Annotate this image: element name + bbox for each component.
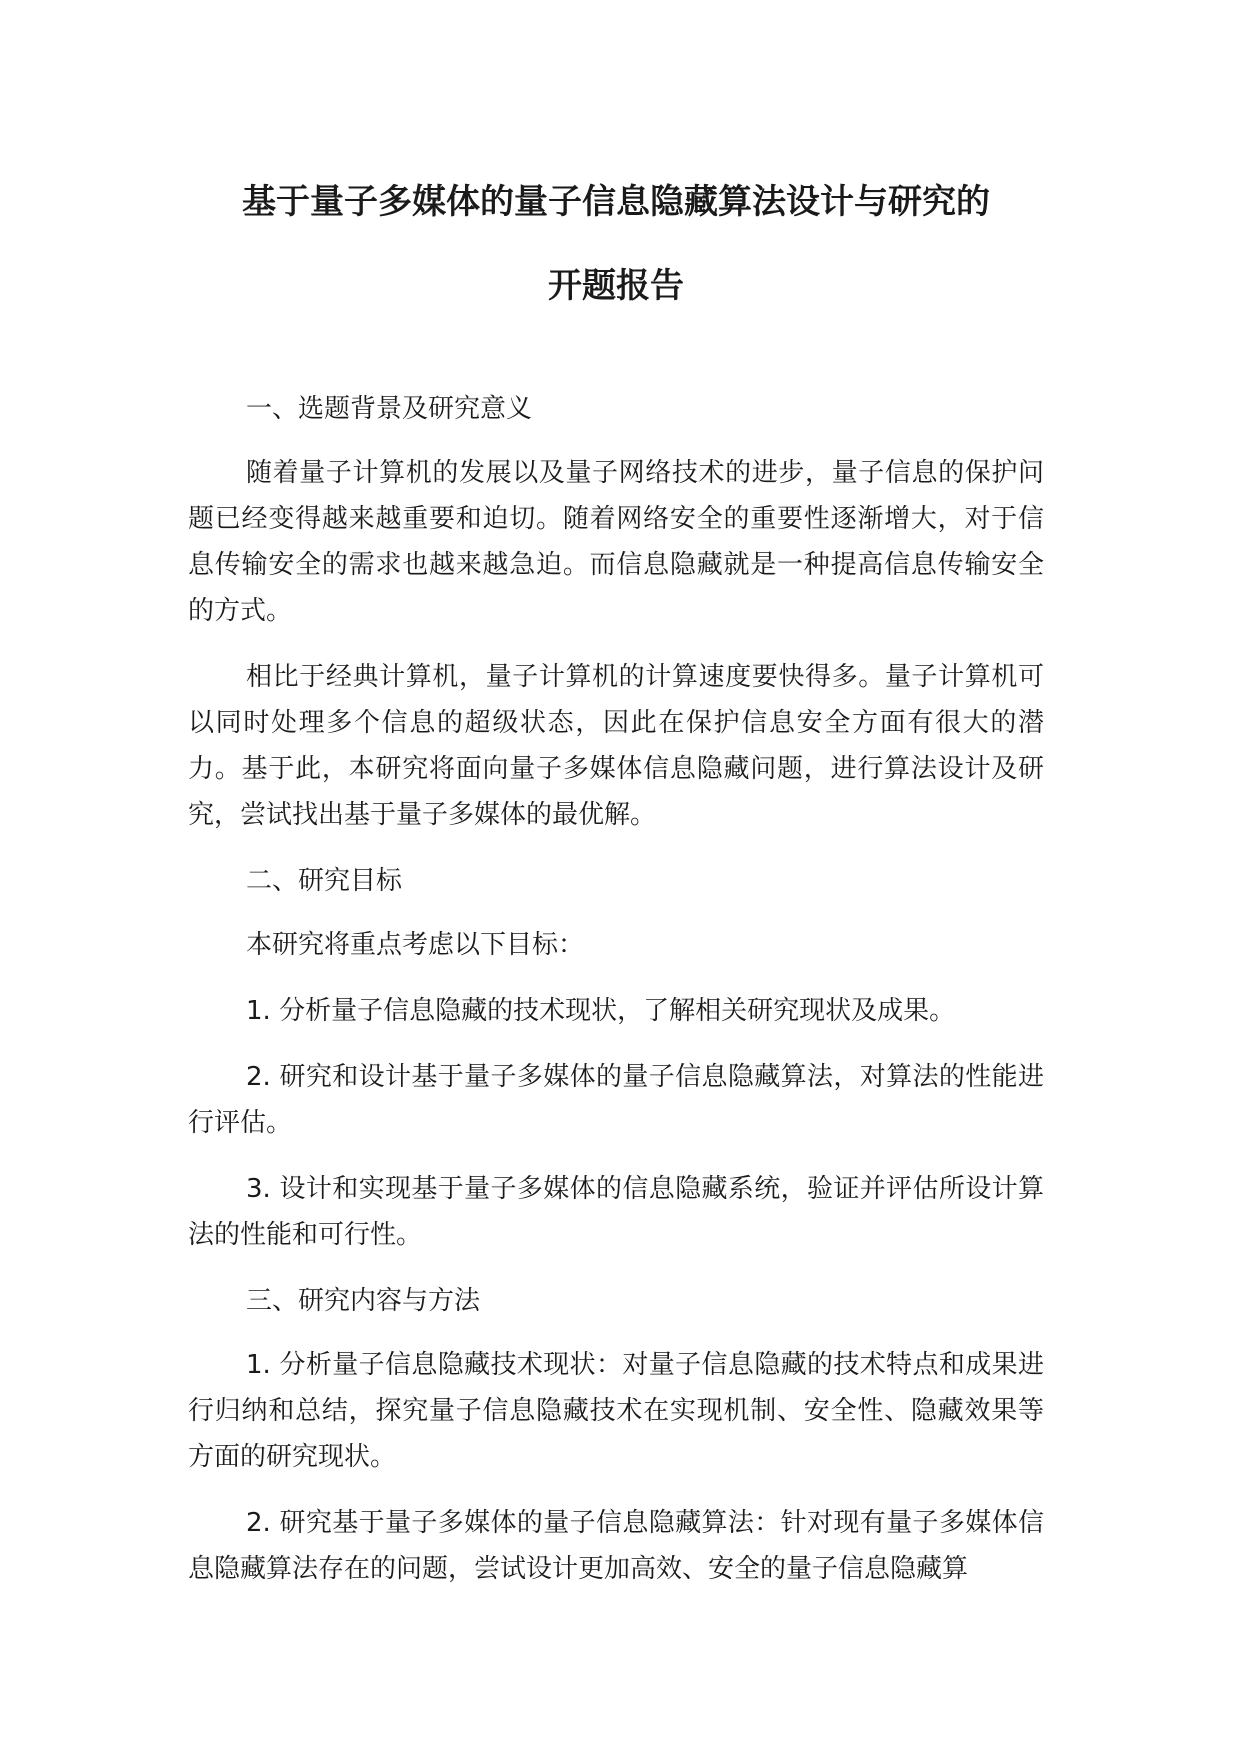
paragraph-2-1: 本研究将重点考虑以下目标：	[246, 930, 585, 960]
section-heading-1: 一、选题背景及研究意义	[246, 394, 533, 424]
section-heading-3: 三、研究内容与方法	[246, 1286, 481, 1316]
document-title-line-1: 基于量子多媒体的量子信息隐藏算法设计与研究的	[242, 182, 990, 222]
paragraph-2-4: 3. 设计和实现基于量子多媒体的信息隐藏系统，验证并评估所设计算法的性能和可行性。	[188, 1174, 1044, 1250]
paragraph-3-1: 1. 分析量子信息隐藏技术现状：对量子信息隐藏的技术特点和成果进行归纳和总结，探究量子信息隐藏技术在实现机制、安全性、隐藏效果等方面的研究现状。	[188, 1350, 1044, 1472]
document-title-line-2: 开题报告	[548, 266, 684, 306]
section-heading-2: 二、研究目标	[246, 866, 403, 896]
paragraph-1-2: 相比于经典计算机，量子计算机的计算速度要快得多。量子计算机可以同时处理多个信息的超级状态，因此在保护信息安全方面有很大的潜力。基于此，本研究将面向量子多媒体信息隐藏问题，进行算法设计及研究，尝试找出基于量子多媒体的最优解。	[188, 662, 1044, 830]
paragraph-2-2: 1. 分析量子信息隐藏的技术现状，了解相关研究现状及成果。	[246, 996, 956, 1026]
paragraph-2-3: 2. 研究和设计基于量子多媒体的量子信息隐藏算法，对算法的性能进行评估。	[188, 1062, 1044, 1138]
paragraph-1-1: 随着量子计算机的发展以及量子网络技术的进步，量子信息的保护问题已经变得越来越重要和迫切。随着网络安全的重要性逐渐增大，对于信息传输安全的需求也越来越急迫。而信息隐藏就是一种提高信息传输安全的方式。	[188, 458, 1044, 626]
document-page	[188, 160, 1044, 1612]
paragraph-3-2: 2. 研究基于量子多媒体的量子信息隐藏算法：针对现有量子多媒体信息隐藏算法存在的问题，尝试设计更加高效、安全的量子信息隐藏算	[188, 1508, 1044, 1584]
